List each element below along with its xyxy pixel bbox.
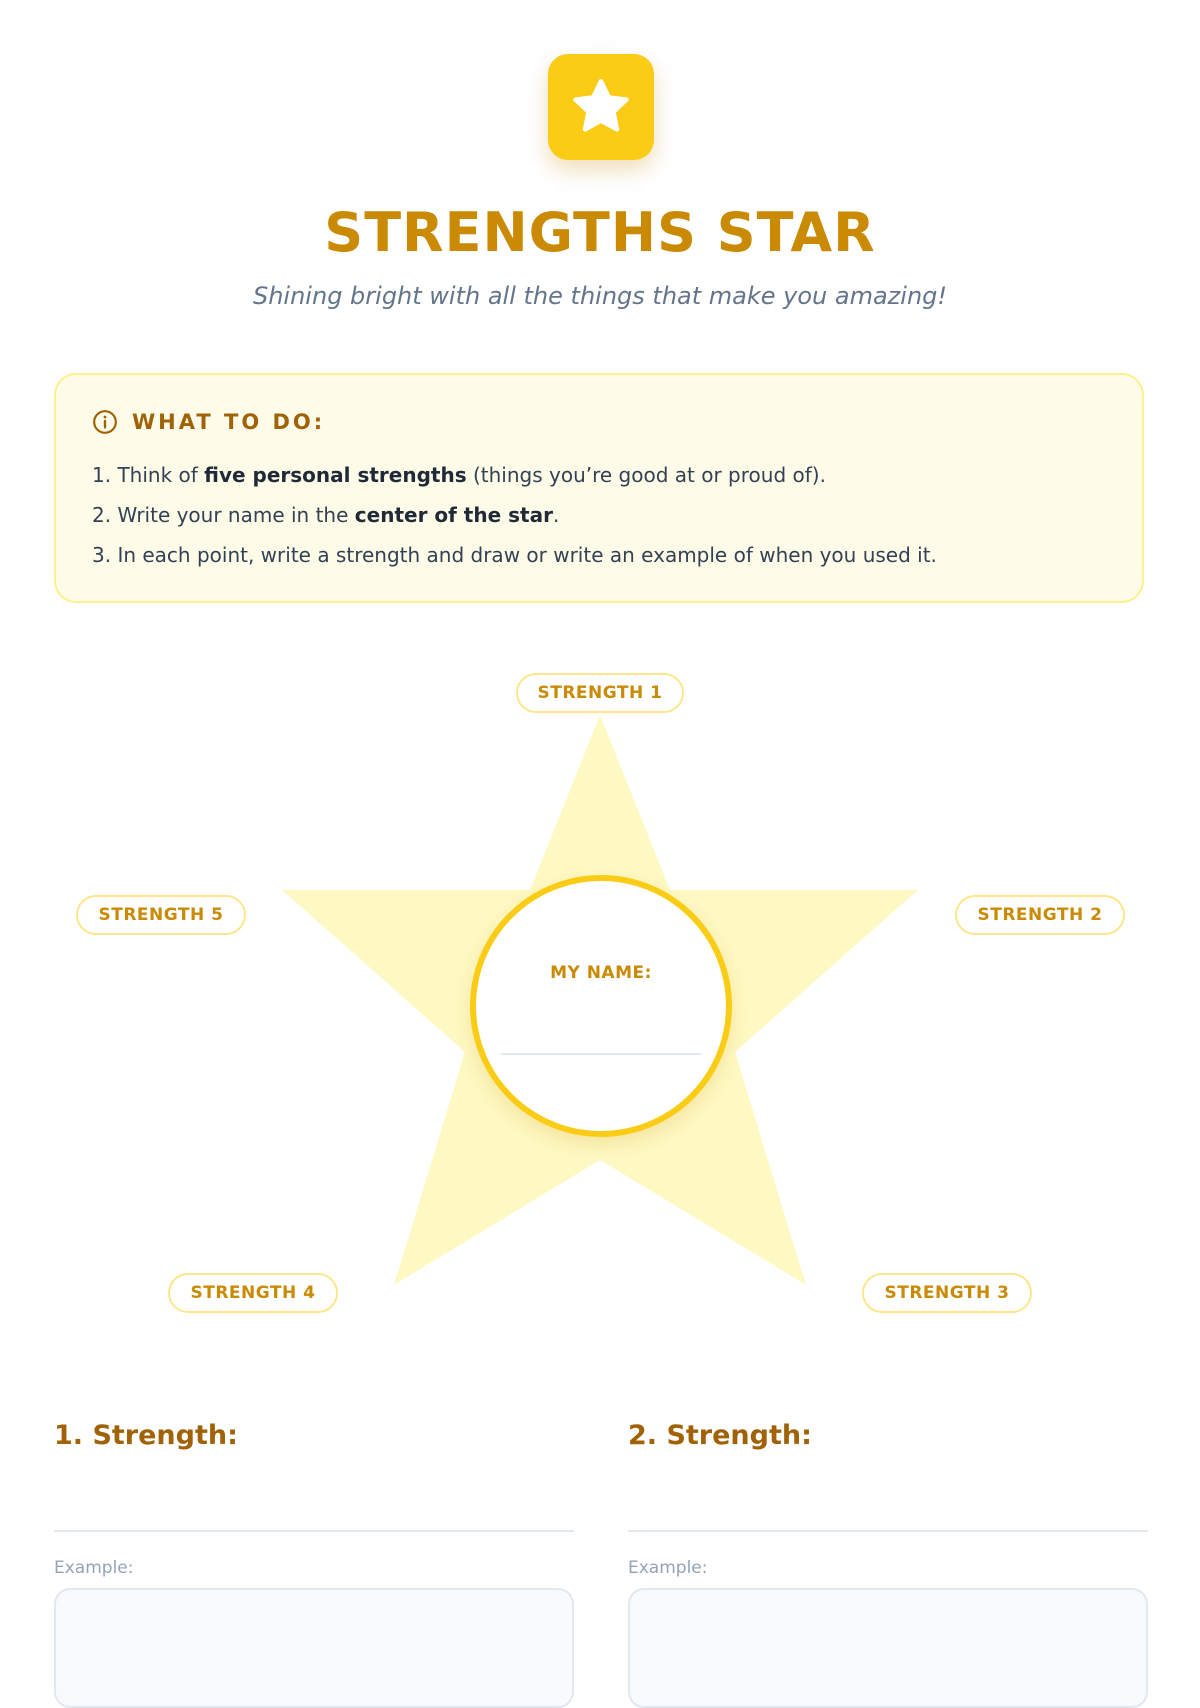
example-box[interactable] (628, 1588, 1148, 1708)
strength-point-5: STRENGTH 5 (76, 895, 246, 935)
page-subtitle: Shining bright with all the things that make you amazing! (252, 282, 948, 310)
example-box[interactable] (54, 1588, 574, 1708)
name-write-line[interactable] (501, 1053, 701, 1055)
strength-point-2: STRENGTH 2 (955, 895, 1125, 935)
star-diagram (0, 650, 1200, 1350)
strength-write-line[interactable] (628, 1530, 1148, 1532)
logo-badge (548, 54, 654, 160)
star-icon (568, 74, 634, 140)
strength-write-line[interactable] (54, 1530, 574, 1532)
instructions-list (92, 455, 1106, 575)
strength-point-3: STRENGTH 3 (862, 1273, 1032, 1313)
strength-heading: 2. Strength: (628, 1420, 812, 1451)
strength-section-1 (54, 1420, 574, 1578)
example-label: Example: (628, 1558, 708, 1578)
strength-section-2 (628, 1420, 1148, 1578)
instruction-step: 2. Write your name in the center of the star. (92, 503, 560, 527)
page-title: STRENGTHS STAR (324, 201, 876, 264)
strength-heading: 1. Strength: (54, 1420, 238, 1451)
name-label: MY NAME: (550, 963, 652, 983)
strength-point-4: STRENGTH 4 (168, 1273, 338, 1313)
example-label: Example: (54, 1558, 134, 1578)
instruction-step: 3. In each point, write a strength and draw or write an example of when you used it. (92, 543, 937, 567)
info-icon (92, 409, 118, 435)
instruction-step: 1. Think of five personal strengths (things you’re good at or proud of). (92, 463, 826, 487)
strength-point-1: STRENGTH 1 (516, 673, 684, 713)
instructions-heading (92, 409, 1106, 435)
instructions-panel (54, 373, 1144, 603)
name-circle (470, 875, 732, 1137)
instructions-heading-text: WHAT TO DO: (132, 410, 326, 434)
